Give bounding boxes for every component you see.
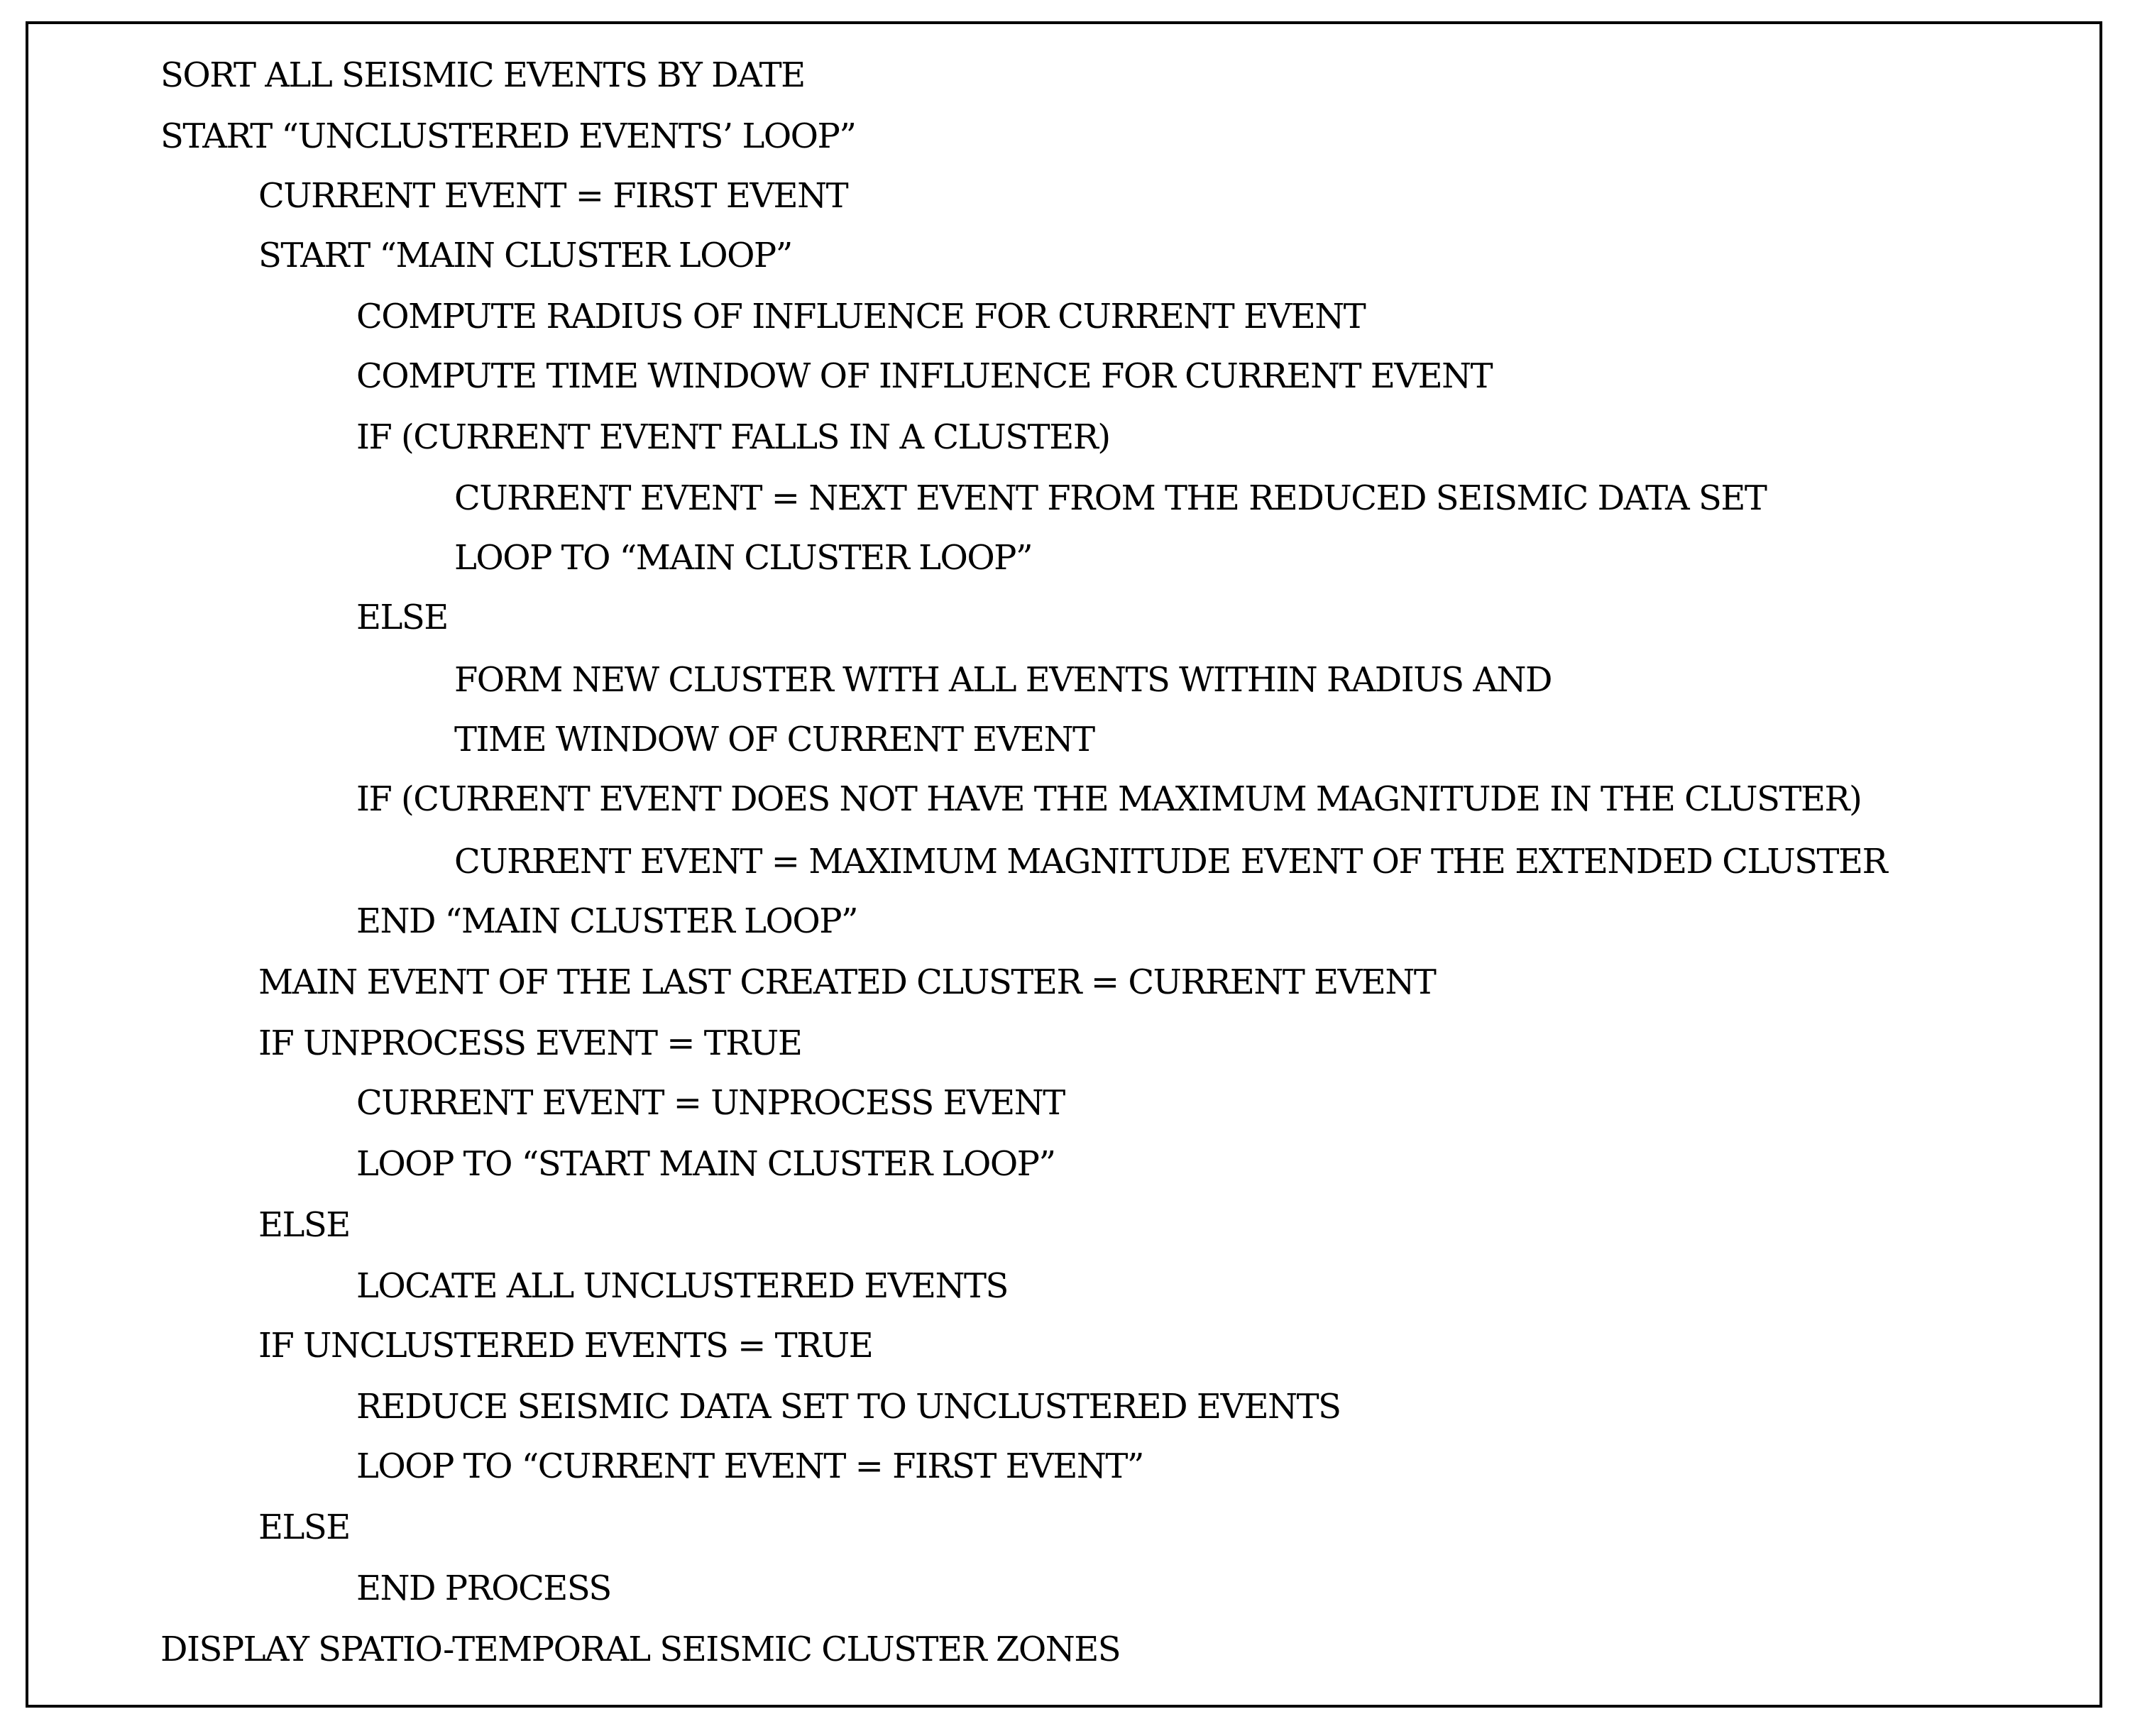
- pseudocode-line: ELSE: [258, 1507, 350, 1547]
- pseudocode-line: CURRENT EVENT = UNPROCESS EVENT: [356, 1083, 1065, 1123]
- pseudocode-line: CURRENT EVENT = NEXT EVENT FROM THE REDUCED SEISMIC DATA SET: [454, 478, 1767, 518]
- pseudocode-line: LOOP TO “MAIN CLUSTER LOOP”: [454, 538, 1033, 578]
- pseudocode-line: CURRENT EVENT = FIRST EVENT: [258, 176, 848, 216]
- pseudocode-line: MAIN EVENT OF THE LAST CREATED CLUSTER = CURRENT EVENT: [258, 962, 1436, 1002]
- pseudocode-line: CURRENT EVENT = MAXIMUM MAGNITUDE EVENT OF THE EXTENDED CLUSTER: [454, 842, 1887, 881]
- pseudocode-line: TIME WINDOW OF CURRENT EVENT: [454, 720, 1094, 759]
- pseudocode-line: START “UNCLUSTERED EVENTS’ LOOP”: [160, 116, 856, 156]
- pseudocode-line: ELSE: [356, 598, 448, 637]
- pseudocode-box: [26, 21, 2102, 1708]
- pseudocode-line: START “MAIN CLUSTER LOOP”: [258, 236, 792, 275]
- pseudocode-lines: [28, 24, 2099, 1705]
- pseudocode-line: COMPUTE TIME WINDOW OF INFLUENCE FOR CURRENT EVENT: [356, 356, 1493, 396]
- pseudocode-line: LOOP TO “CURRENT EVENT = FIRST EVENT”: [356, 1446, 1143, 1486]
- pseudocode-line: IF UNPROCESS EVENT = TRUE: [258, 1023, 802, 1063]
- pseudocode-line: REDUCE SEISMIC DATA SET TO UNCLUSTERED EVENTS: [356, 1387, 1341, 1427]
- pseudocode-line: END PROCESS: [356, 1569, 611, 1608]
- pseudocode-line: SORT ALL SEISMIC EVENTS BY DATE: [160, 55, 805, 95]
- pseudocode-line: IF UNCLUSTERED EVENTS = TRUE: [258, 1326, 873, 1366]
- pseudocode-line: IF (CURRENT EVENT FALLS IN A CLUSTER): [356, 417, 1110, 457]
- pseudocode-line: LOCATE ALL UNCLUSTERED EVENTS: [356, 1266, 1008, 1306]
- pseudocode-line: DISPLAY SPATIO-TEMPORAL SEISMIC CLUSTER ZONES: [160, 1630, 1121, 1669]
- pseudocode-line: COMPUTE RADIUS OF INFLUENCE FOR CURRENT EVENT: [356, 297, 1366, 336]
- pseudocode-line: END “MAIN CLUSTER LOOP”: [356, 901, 858, 941]
- pseudocode-line: FORM NEW CLUSTER WITH ALL EVENTS WITHIN RADIUS AND: [454, 660, 1552, 700]
- pseudocode-line: ELSE: [258, 1205, 350, 1245]
- pseudocode-line: LOOP TO “START MAIN CLUSTER LOOP”: [356, 1144, 1055, 1184]
- pseudocode-line: IF (CURRENT EVENT DOES NOT HAVE THE MAXIMUM MAGNITUDE IN THE CLUSTER): [356, 779, 1862, 819]
